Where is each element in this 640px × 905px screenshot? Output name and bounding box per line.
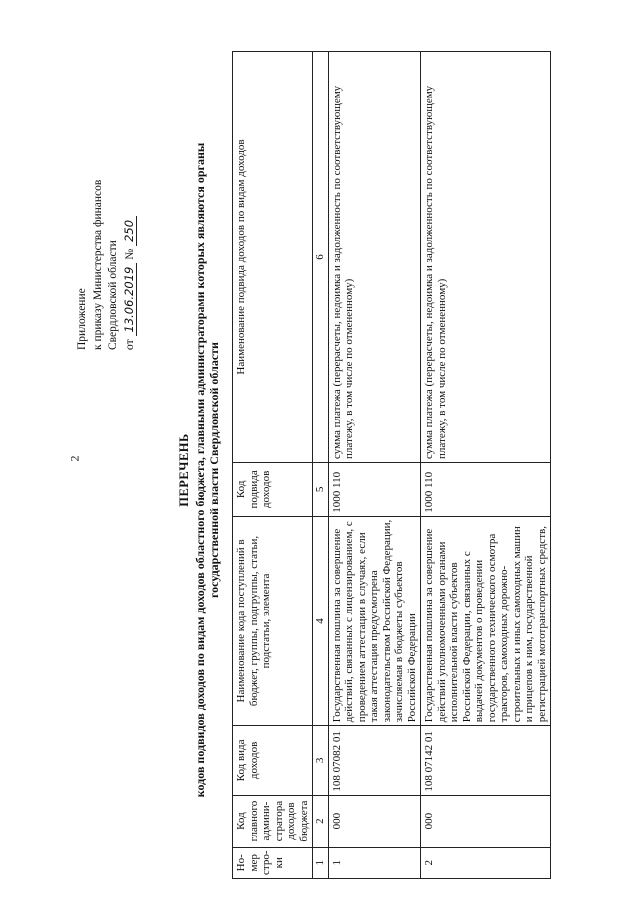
subtype-name: сумма платежа (перерасчеты, недоимка и задолженность по соответствующему платежу, в том числе по отмененному) <box>328 52 421 463</box>
column-number: 4 <box>313 516 329 725</box>
page-number: 2 <box>67 455 82 462</box>
order-date: 13.06.2019 <box>122 263 137 337</box>
column-number: 3 <box>313 726 329 795</box>
income-codes-table <box>232 51 551 879</box>
appendix-line-2: к приказу Министерства финансов <box>91 179 104 350</box>
appendix-block <box>75 40 138 350</box>
row-number: 1 <box>328 847 421 878</box>
income-code-name: Государственная пошлина за совершение действий уполномоченными органами исполнительной власти субъектов Российской Федерации, связанных с выдачей документов о проведении государственного технического осмотра тракторов, самоходных дорожно-строительных и иных самоходных машин и прицепов к ним, государственной регистрацией мототранспортных средств, <box>421 516 551 725</box>
income-code-name: Государственная пошлина за совершение действий, связанных с лицензированием, с проведением аттестации в случаях, если такая аттестация предусмотрена законодательством Российской Федерации, зачисляемая в бюджеты субъектов Российской Федерации <box>328 516 421 725</box>
income-type-code: 108 07142 01 <box>421 726 551 795</box>
appendix-date-line <box>122 40 139 350</box>
table-row <box>421 52 551 879</box>
admin-code: 000 <box>328 795 421 847</box>
title-line-2: государственной власти Свердловской области <box>207 342 221 598</box>
column-number: 2 <box>313 795 329 847</box>
title-main: ПЕРЕЧЕНЬ <box>177 433 191 507</box>
row-number: 2 <box>421 847 551 878</box>
appendix-line-3: Свердловской области <box>107 240 119 350</box>
rotated-page-content <box>0 35 580 905</box>
header-subtype-code: Код подвида доходов <box>233 462 313 516</box>
column-number: 6 <box>313 52 329 463</box>
subtype-name: сумма платежа (перерасчеты, недоимка и задолженность по соответствующему платежу, в том числе по отмененному) <box>421 52 551 463</box>
subtype-code: 1000 110 <box>421 462 551 516</box>
subtype-code: 1000 110 <box>328 462 421 516</box>
document-title <box>177 45 221 895</box>
column-number: 1 <box>313 847 329 878</box>
title-line-1: кодов подвидов доходов по видам доходов областного бюджета, главными администраторами которых являются органы <box>193 142 207 798</box>
income-type-code: 108 07082 01 <box>328 726 421 795</box>
header-income-code-name: Наименование кода поступлений в бюджет, группы, подгруппы, статьи, подстатьи, элемента <box>233 516 313 725</box>
table-header-row <box>233 52 313 879</box>
header-income-type-code: Код вида доходов <box>233 726 313 795</box>
order-number: 250 <box>122 216 137 246</box>
number-sign: № <box>123 248 136 260</box>
admin-code: 000 <box>421 795 551 847</box>
header-subtype-name: Наименование подвида доходов по видам доходов <box>233 52 313 463</box>
column-number: 5 <box>313 462 329 516</box>
from-prefix: от <box>123 339 136 350</box>
table-row <box>328 52 421 879</box>
header-row-number: Но-мер стро-ки <box>233 847 313 878</box>
header-admin-code: Код главного админи-стратора доходов бюджета <box>233 795 313 847</box>
column-number-row <box>313 52 329 879</box>
appendix-line-1: Приложение <box>76 288 88 350</box>
